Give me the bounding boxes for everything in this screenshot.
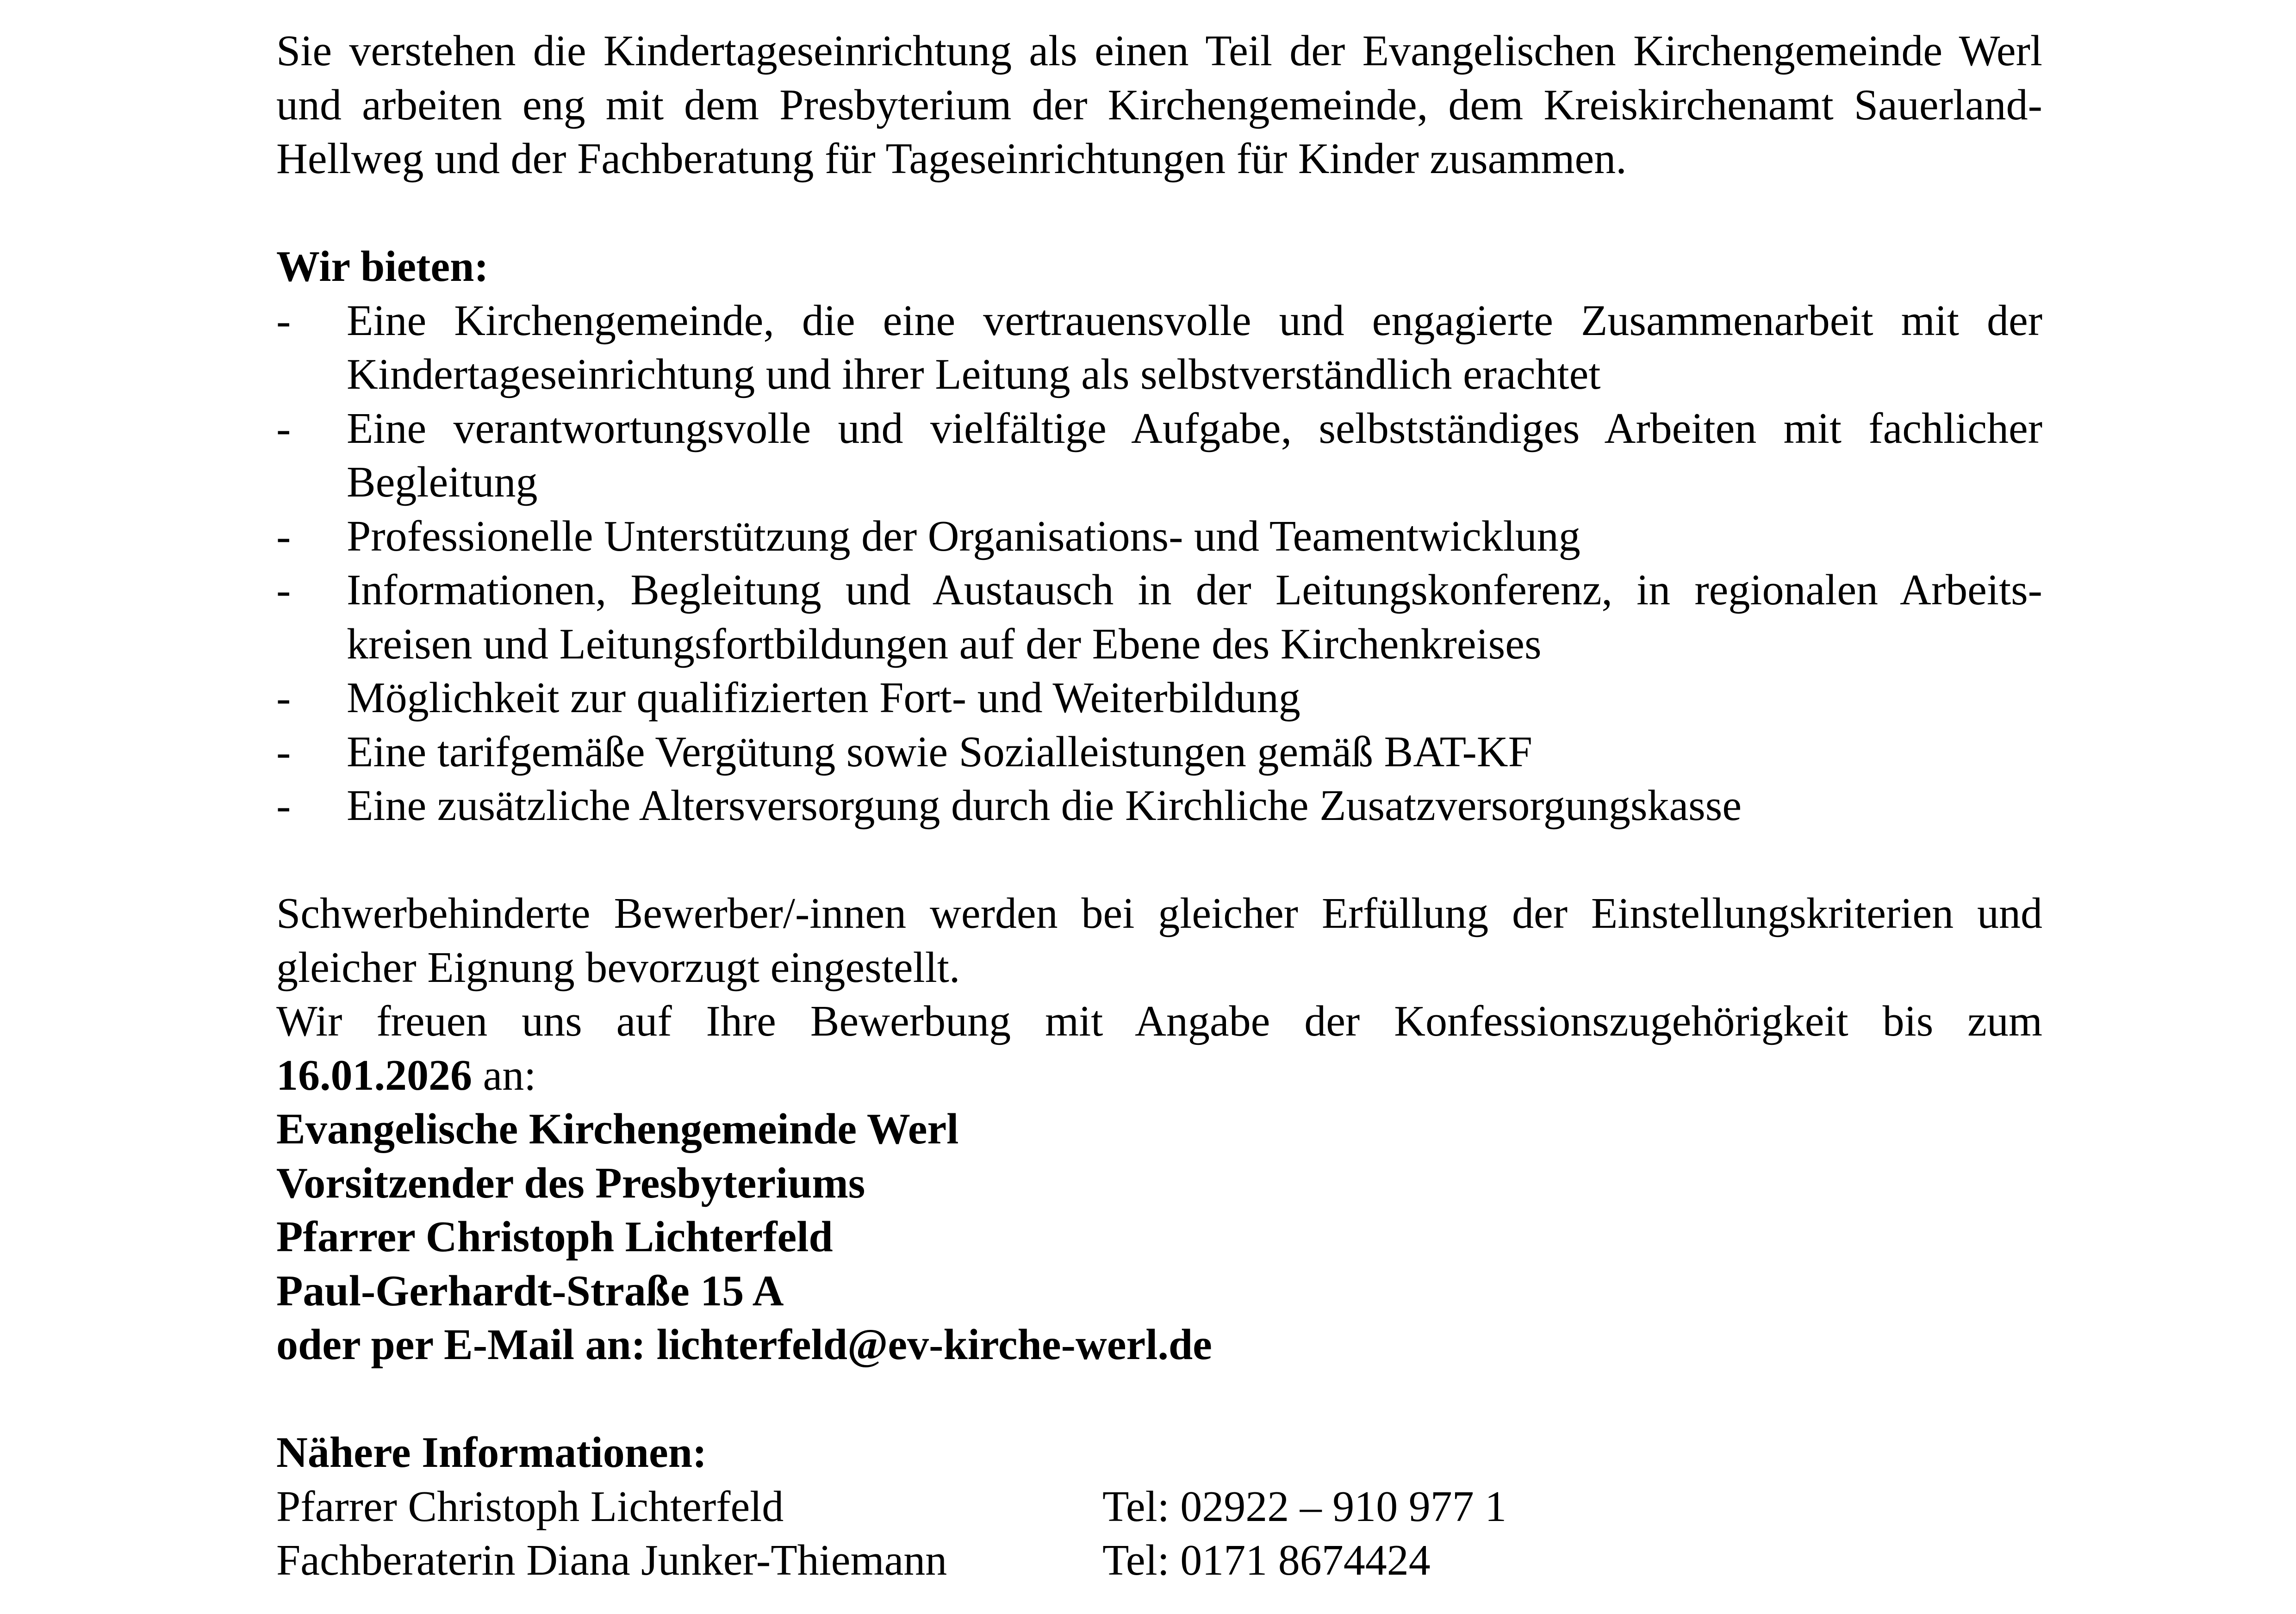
address-line: Evangelische Kirchengemeinde Werl	[276, 1105, 959, 1153]
offer-item-text: Möglichkeit zur qualifizierten Fort- und Weiterbildung	[347, 674, 1300, 722]
offer-item	[276, 294, 2042, 402]
offer-item-text: Professionelle Unterstützung der Organisations- und Teamentwicklung	[347, 512, 1580, 560]
application-lead: Wir freuen uns auf Ihre Bewerbung mit Angabe der Konfessionszugehörigkeit bis zum	[276, 997, 2042, 1045]
address-line: Paul-Gerhardt-Straße 15 A	[276, 1266, 784, 1315]
contact-name: Pfarrer Christoph Lichterfeld	[276, 1482, 784, 1531]
application-deadline-suffix: an:	[472, 1051, 536, 1099]
document-page	[276, 24, 2042, 1588]
intro-paragraph: Sie verstehen die Kindertageseinrichtung als einen Teil der Evangelischen Kirchengemeinde Werl und arbeiten eng mit dem Presbyterium der Kirchengemeinde, dem Kreiskirchenamt Sauerland-Hellweg und der Fachberatung für Tageseinrichtungen für Kinder zusammen.	[276, 27, 2042, 183]
bullet-dash: -	[276, 782, 291, 830]
disability-note: Schwerbehinderte Bewerber/-innen werden bei gleicher Erfüllung der Einstellungskriterien und gleicher Eignung bevorzugt eingestellt.	[276, 889, 2042, 992]
contact-phone: Tel: 02922 – 910 977 1	[1102, 1482, 1507, 1531]
offer-item-text: Eine tarifgemäße Vergütung sowie Sozialleistungen gemäß BAT-KF	[347, 727, 1532, 776]
contact-name: Fachberaterin Diana Junker-Thiemann	[276, 1536, 947, 1584]
contact-phone: Tel: 0171 8674424	[1102, 1536, 1431, 1584]
offer-item-text: Eine verantwortungsvolle und vielfältige Aufgabe, selbstständiges Arbeiten mit fachlicher Begleitung	[347, 404, 2042, 506]
offer-heading: Wir bieten:	[276, 242, 489, 291]
bullet-dash: -	[276, 566, 291, 614]
email-link[interactable]: lichterfeld@ev-kirche-werl.de	[656, 1321, 1212, 1369]
info-heading: Nähere Informationen:	[276, 1428, 707, 1477]
spacer	[276, 1372, 2042, 1426]
bullet-dash: -	[276, 512, 291, 560]
offer-item	[276, 563, 2042, 671]
application-deadline-line	[276, 1049, 2042, 1103]
bullet-dash: -	[276, 727, 291, 776]
offer-item-text: Eine Kirchengemeinde, die eine vertrauensvolle und engagierte Zusammenarbeit mit der Kindertageseinrichtung und ihrer Leitung als selbstverständlich erachtet	[347, 296, 2042, 398]
contact-row	[276, 1533, 2042, 1588]
offer-item-text: Informationen, Begleitung und Austausch in der Leitungskonferenz, in regionalen Arbeits-kreisen und Leitungsfortbildungen auf der Ebene des Kirchenkreises	[347, 566, 2042, 668]
spacer	[276, 186, 2042, 240]
email-line	[276, 1318, 2042, 1372]
offer-item	[276, 725, 2042, 779]
bullet-dash: -	[276, 404, 291, 453]
offer-item	[276, 402, 2042, 509]
offer-item-text: Eine zusätzliche Altersversorgung durch die Kirchliche Zusatzversorgungskasse	[347, 782, 1742, 830]
application-deadline: 16.01.2026	[276, 1051, 472, 1099]
offer-item	[276, 509, 2042, 564]
address-line: Vorsitzender des Presbyteriums	[276, 1159, 865, 1207]
spacer	[276, 833, 2042, 887]
offer-item	[276, 671, 2042, 725]
offer-item	[276, 779, 2042, 833]
contact-row	[276, 1480, 2042, 1534]
bullet-dash: -	[276, 674, 291, 722]
offer-list	[276, 294, 2042, 833]
email-prefix: oder per E-Mail an:	[276, 1321, 657, 1369]
bullet-dash: -	[276, 296, 291, 345]
address-line: Pfarrer Christoph Lichterfeld	[276, 1213, 833, 1261]
